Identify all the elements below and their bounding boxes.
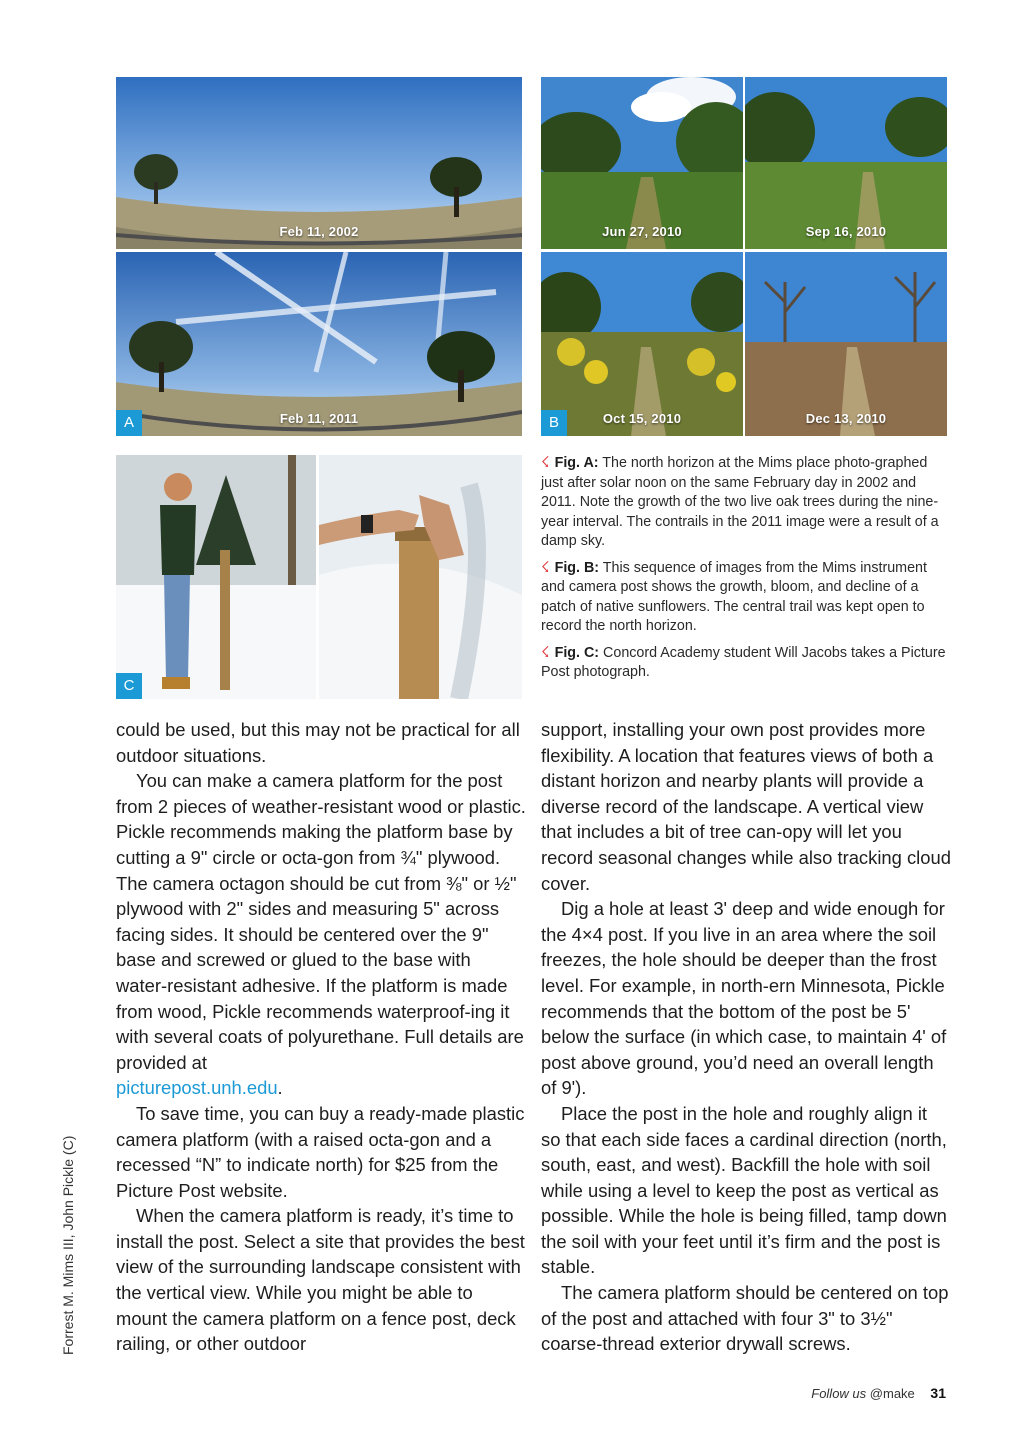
bolt-icon: ☇	[541, 454, 550, 471]
photo-student-post	[116, 455, 316, 699]
caption-fig-c	[541, 643, 946, 683]
caption-text: The north horizon at the Mims place photo-graphed just after solar noon on the same February day in 2002 and 2011. Note the growth of the two live oak trees during the nine-year interval. The contrails in the 2011 image were a result of a damp sky.	[541, 455, 939, 549]
bolt-icon: ☇	[541, 643, 550, 661]
photo-jun-2010	[541, 77, 743, 249]
photo-credit: Forrest M. Mims III, John Pickle (C)	[60, 1135, 76, 1355]
picturepost-link[interactable]: picturepost.unh.edu	[116, 1077, 278, 1099]
paragraph: could be used, but this may not be practical for all outdoor situations.	[116, 719, 520, 766]
paragraph	[116, 1075, 526, 1101]
paragraph: To save time, you can buy a ready-made plastic camera platform (with a raised octa-gon and a recessed “N” to indicate north) for $25 from the Picture Post website.	[116, 1102, 525, 1201]
paragraph: Place the post in the hole and roughly align it so that each side faces a cardinal direction (north, south, east, and west). Backfill the hole with soil while using a level to keep the post as vertical as possible. While the hole is being filled, tamp down the soil with your feet until it’s firm and the post is stable.	[541, 1102, 947, 1278]
paragraph: Dig a hole at least 3' deep and wide enough for the 4×4 post. If you live in an area where the soil freezes, the hole should be deeper than the frost level. For example, in north-ern Minnesota, Pickle recommends that the bottom of the post be 5' below the surface (in which case, to maintain 4' of post above ground, you’d need an overall length of 9').	[541, 898, 947, 1099]
figure-captions	[541, 453, 946, 689]
fisheye-horizon-contrails-image	[116, 252, 522, 436]
paragraph: support, installing your own post provides more flexibility. A location that features views of both a distant horizon and nearby plants will provide a diverse record of the landscape. A vertical view that includes a bit of tree can-opy will let you record seasonal changes while also tracking cloud cover.	[541, 719, 951, 894]
paragraph: You can make a camera platform for the post from 2 pieces of weather-resistant wood or plastic. Pickle recommends making the platform base by cutting a 9" circle or octa-gon from ¾" plywood. The camera octagon should be cut from ⅜" or ½" plywood with 2" sides and measuring 5" across facing sides. It should be centered over the 9" base and screwed or glued to the base with water-resistant adhesive. If the platform is made from wood, Pickle recommends waterproof-ing it with several coats of polyurethane. Full details are provided at	[116, 770, 526, 1073]
caption-label: Fig. A:	[554, 455, 599, 471]
photo-feb-2011	[116, 252, 522, 436]
photo-date-label: Feb 11, 2011	[279, 411, 359, 426]
trail-winter-image	[745, 252, 947, 436]
caption-text: Concord Academy student Will Jacobs takes a Picture Post photograph.	[541, 644, 946, 680]
photo-date-label: Sep 16, 2010	[805, 224, 887, 239]
page-number: 31	[930, 1385, 946, 1401]
paragraph: When the camera platform is ready, it’s time to install the post. Select a site that provides the best view of the surrounding landscape consistent with the vertical view. While you might be able to mount the camera platform on a fence post, deck railing, or other outdoor	[116, 1205, 525, 1355]
caption-text: This sequence of images from the Mims instrument and camera post shows the growth, bloom, and decline of a patch of native sunflowers. The central trail was kept open to record the north horizon.	[541, 559, 927, 634]
hands-on-camera-platform-image	[319, 455, 522, 699]
paragraph: The camera platform should be centered on top of the post and attached with four 3" to 3½" coarse-thread exterior drywall screws.	[541, 1282, 949, 1355]
photo-date-label: Jun 27, 2010	[602, 224, 682, 239]
photo-date-label: Oct 15, 2010	[602, 411, 682, 426]
caption-label: Fig. B:	[554, 559, 600, 576]
photo-date-label: Feb 11, 2002	[279, 224, 359, 239]
trail-sunflower-bloom-image	[541, 252, 743, 436]
social-handle[interactable]: @make	[869, 1386, 915, 1401]
bolt-icon: ☇	[541, 558, 550, 576]
caption-fig-b	[541, 558, 946, 637]
figure-badge-c: C	[116, 673, 142, 699]
photo-oct-2010	[541, 252, 743, 436]
caption-fig-a	[541, 453, 946, 552]
page-footer	[811, 1385, 946, 1401]
photo-dec-2010	[745, 252, 947, 436]
student-at-post-image	[116, 455, 316, 699]
period: .	[277, 1077, 283, 1099]
photo-sep-2010	[745, 77, 947, 249]
body-column-left	[116, 717, 526, 1357]
follow-label: Follow us	[811, 1386, 867, 1401]
photo-date-label: Dec 13, 2010	[805, 411, 887, 426]
body-column-right	[541, 717, 951, 1357]
figure-badge-b: B	[541, 410, 567, 436]
figure-badge-a: A	[116, 410, 142, 436]
photo-camera-platform	[319, 455, 522, 699]
photo-feb-2002	[116, 77, 522, 249]
caption-label: Fig. C:	[554, 644, 600, 661]
